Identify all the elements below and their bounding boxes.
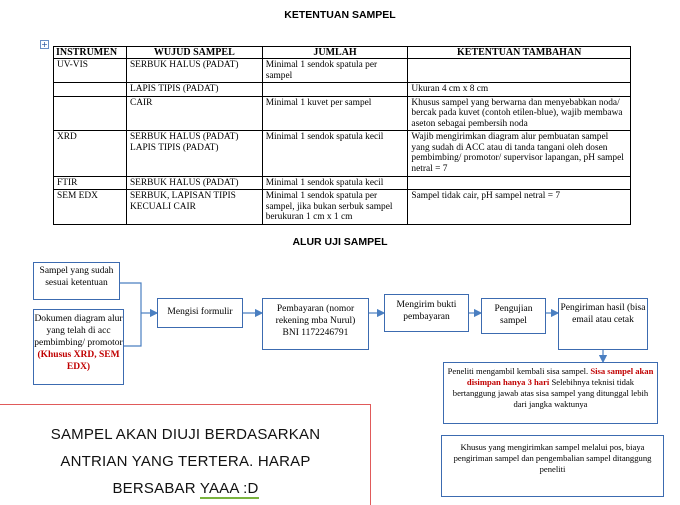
column-header: KETENTUAN TAMBAHAN: [408, 47, 631, 59]
table-cell: Wajib mengirimkan diagram alur pembuatan sampel yang sudah di ACC atau di tanda tangani oleh dosen pembimbing/ promotor/ supervisor lapangan, pH sampel netral = 7: [408, 131, 631, 176]
flow-step-form-text: Mengisi formulir: [167, 307, 233, 317]
table-cell: Ukuran 4 cm x 8 cm: [408, 83, 631, 97]
move-handle-icon[interactable]: +: [41, 40, 48, 49]
notice-line: [0, 475, 371, 502]
table-cell: Minimal 1 sendok spatula per sampel: [262, 59, 408, 83]
flow-start-document-text: Dokumen diagram alur yang telah di acc pembimbing/ promotor: [34, 314, 123, 348]
table-cell: Sampel tidak cair, pH sampel netral = 7: [408, 190, 631, 225]
column-header: WUJUD SAMPEL: [126, 47, 262, 59]
table-cell: Minimal 1 sendok spatula kecil: [262, 176, 408, 190]
notice-word-underlined: YAAA :D: [199, 480, 259, 497]
flow-step-payment: [262, 298, 369, 350]
table-cell: SEM EDX: [54, 190, 127, 225]
table-cell: CAIR: [126, 96, 262, 131]
table-cell: XRD: [54, 131, 127, 176]
flow-step-delivery-text: Pengiriman hasil (bisa email atau cetak: [560, 303, 646, 325]
table-cell: SERBUK, LAPISAN TIPIS KECUALI CAIR: [126, 190, 262, 225]
table-cell: Minimal 1 sendok spatula per sampel, jika bukan serbuk sampel berukuran 1 cm x 1 cm: [262, 190, 408, 225]
table-cell: SERBUK HALUS (PADAT) LAPIS TIPIS (PADAT): [126, 131, 262, 176]
table-cell: Minimal 1 kuvet per sampel: [262, 96, 408, 131]
flow-title: ALUR UJI SAMPEL: [292, 236, 388, 248]
queue-notice: [0, 421, 371, 502]
flow-start-sample: [33, 262, 120, 300]
table-cell: SERBUK HALUS (PADAT): [126, 59, 262, 83]
flow-step-form: [157, 298, 243, 328]
flow-step-payment-text: Pembayaran (nomor rekening mba Nurul): [275, 304, 356, 326]
table-cell: LAPIS TIPIS (PADAT): [126, 83, 262, 97]
flow-step-testing: [481, 298, 546, 334]
flow-step-send-proof-text: Mengirim bukti pembayaran: [396, 300, 457, 322]
bank-account-number: BNI 1172246791: [282, 327, 349, 338]
flow-step-send-proof: [384, 294, 469, 332]
info-sample-return: [443, 362, 658, 424]
flow-start-document: [33, 309, 124, 385]
info-responsibility-text: Selebihnya teknisi tidak bertanggung jawab atas sisa sampel yang ditunggal lebih dari jangka waktunya: [452, 377, 649, 409]
xrd-sem-highlight: (Khusus XRD, SEM EDX): [37, 349, 120, 372]
table-cell: FTIR: [54, 176, 127, 190]
flow-step-delivery: [558, 298, 648, 350]
page-title: KETENTUAN SAMPEL: [284, 9, 396, 21]
notice-line: SAMPEL AKAN DIUJI BERDASARKAN: [50, 426, 321, 443]
table-cell: Khusus sampel yang berwarna dan menyebabkan noda/ bercak pada kuvet (contoh etilen-blue), wajib membawa aseton sebagai pembersih noda: [408, 96, 631, 131]
info-sample-return-text: Peneliti mengambil kembali sisa sampel.: [447, 366, 589, 376]
table-cell: UV-VIS: [54, 59, 127, 83]
table-cell: SERBUK HALUS (PADAT): [126, 176, 262, 190]
info-postal-shipping-text: Khusus yang mengirimkan sampel melalui pos, biaya pengiriman sampel dan pengembalian sampel ditanggung peneliti: [453, 442, 652, 475]
notice-line: ANTRIAN YANG TERTERA. HARAP: [60, 453, 311, 470]
column-header: JUMLAH: [262, 47, 408, 59]
column-header: INSTRUMEN: [54, 47, 127, 59]
flow-start-sample-text: Sampel yang sudah sesuai ketentuan: [39, 266, 114, 288]
notice-word: BERSABAR: [112, 480, 196, 497]
info-storage-warning: Sisa sampel akan disimpan hanya 3 hari: [466, 366, 654, 387]
table-cell: Minimal 1 sendok spatula kecil: [262, 131, 408, 176]
connector-start-2: [124, 313, 141, 346]
flow-step-testing-text: Pengujian sampel: [494, 304, 533, 326]
info-postal-shipping: [441, 435, 664, 497]
